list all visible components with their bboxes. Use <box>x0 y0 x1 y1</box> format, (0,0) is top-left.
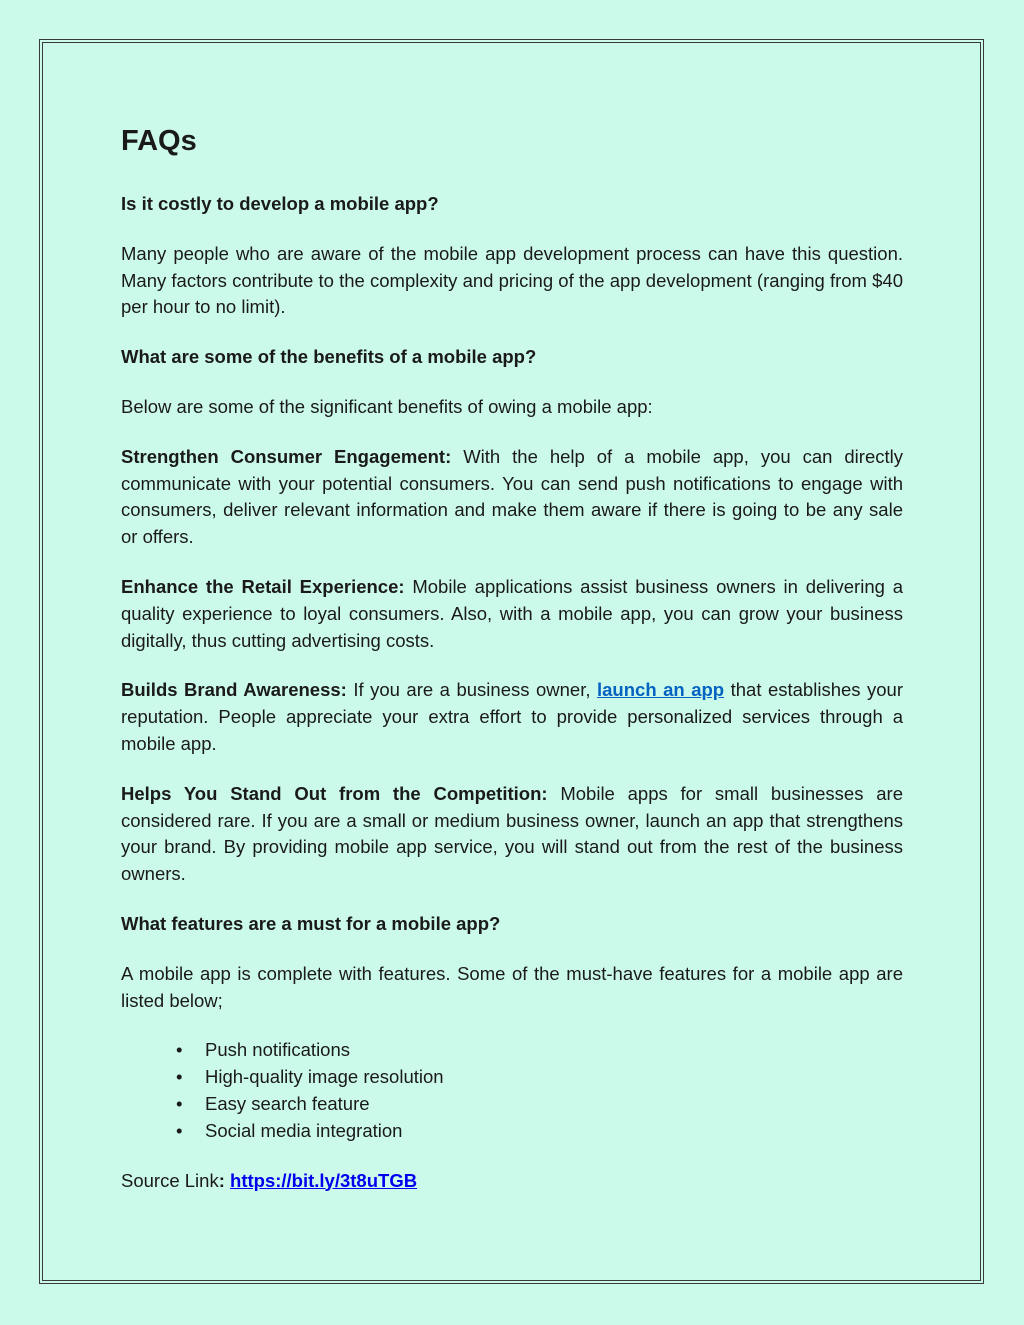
benefit-brand-text-after: that establishes your reputation. People appreciate your extra effort to provide personalized services through a mobile app. <box>121 679 904 754</box>
question-features: What features are a must for a mobile app? <box>121 912 501 934</box>
benefit-brand-text-before: If you are a business owner, <box>346 679 597 701</box>
list-item: • High-quality image resolution <box>205 1064 903 1091</box>
answer-cost: Many people who are aware of the mobile app development process can have this question. Many factors contribute to the complexity and pricing of the app development (ranging from $40 per hour to no limit). <box>121 242 903 318</box>
launch-app-link[interactable]: launch an app <box>597 679 725 701</box>
page-title: FAQs <box>121 125 197 157</box>
benefit-engagement-text: With the help of a mobile app, you can directly communicate with your potential consumers. You can send push notifications to engage with consumers, deliver relevant information and make them aware if there is going to be any sale or offers. <box>121 445 903 548</box>
benefit-competition-text: Mobile apps for small businesses are considered rare. If you are a small or medium business owner, launch an app that strengthens your brand. By providing mobile app service, you will stand out from the rest of the business owners. <box>121 782 903 885</box>
source-link[interactable]: https://bit.ly/3t8uTGB <box>230 1169 418 1191</box>
source-colon: : <box>218 1169 225 1191</box>
bullet-icon: • <box>176 1066 183 1088</box>
list-item: • Push notifications <box>205 1037 903 1064</box>
features-list <box>121 1037 903 1144</box>
benefit-engagement-lead: Strengthen Consumer Engagement: <box>121 445 452 467</box>
list-item: • Social media integration <box>205 1118 903 1145</box>
bullet-icon: • <box>176 1039 183 1061</box>
bullet-icon: • <box>176 1092 183 1114</box>
benefit-retail-text: Mobile applications assist business owners in delivering a quality experience to loyal consumers. Also, with a mobile app, you can grow your business digitally, thus cutting advertising costs. <box>121 575 903 651</box>
benefit-brand <box>121 677 903 757</box>
answer-benefits-intro: Below are some of the significant benefits of owing a mobile app: <box>121 395 653 417</box>
benefit-retail <box>121 574 903 654</box>
answer-features-intro: A mobile app is complete with features. Some of the must-have features for a mobile app are listed below; <box>121 962 903 1011</box>
bullet-icon: • <box>176 1119 183 1141</box>
benefit-brand-lead: Builds Brand Awareness: <box>121 679 347 701</box>
benefit-competition-lead: Helps You Stand Out from the Competition: <box>121 782 548 804</box>
question-cost: Is it costly to develop a mobile app? <box>121 193 439 214</box>
question-benefits: What are some of the benefits of a mobile app? <box>121 346 537 368</box>
source-label: Source Link <box>121 1169 219 1191</box>
list-item: • Easy search feature <box>205 1091 903 1118</box>
source-line <box>121 1168 903 1195</box>
benefit-competition <box>121 781 903 888</box>
benefit-engagement <box>121 444 903 551</box>
benefit-retail-lead: Enhance the Retail Experience: <box>121 575 405 597</box>
faq-document <box>121 120 903 1217</box>
